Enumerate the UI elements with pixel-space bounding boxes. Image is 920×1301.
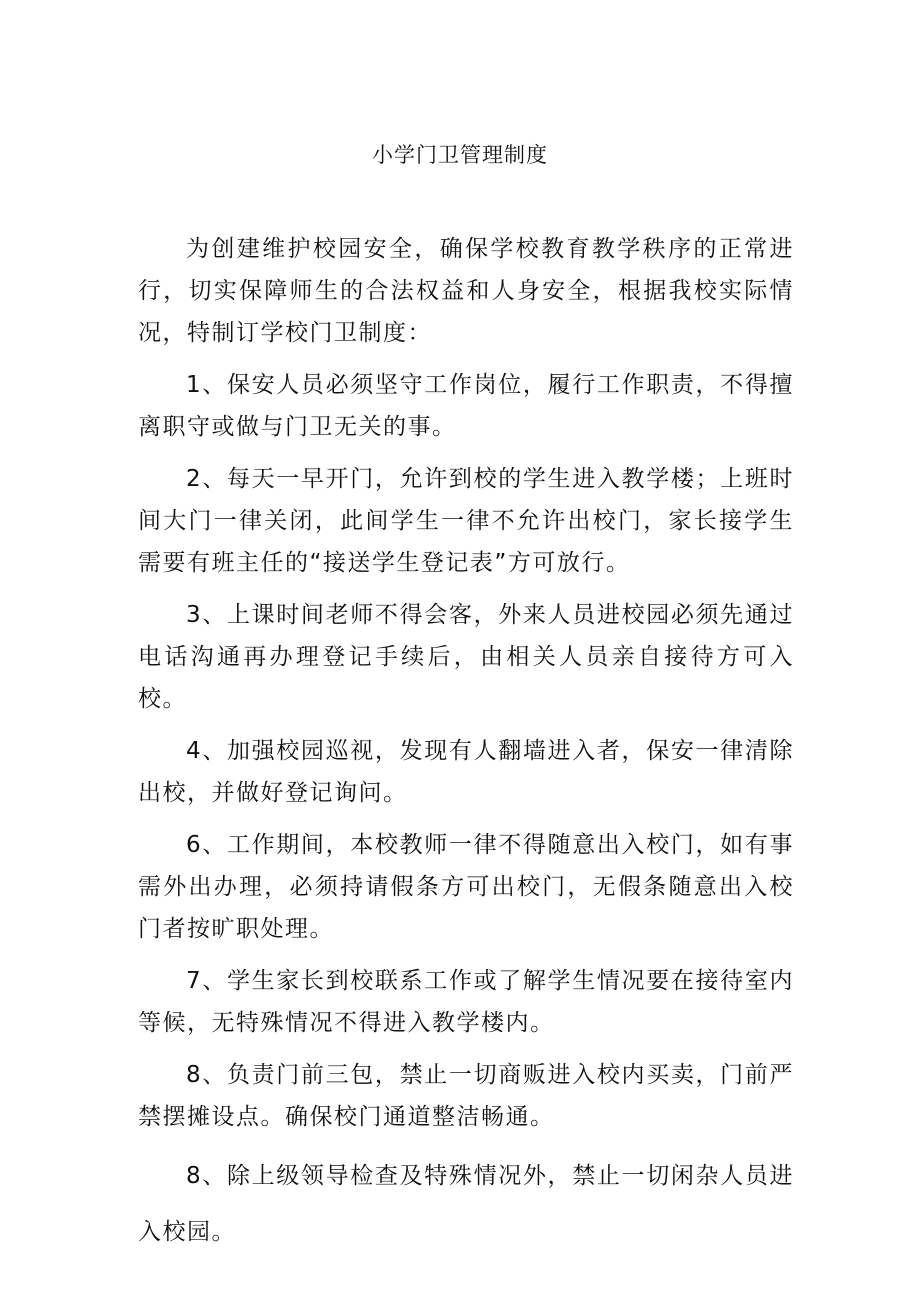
rule-paragraph-7: 7、学生家长到校联系工作或了解学生情况要在接待室内等候，无特殊情况不得进入教学楼内。: [138, 968, 794, 1036]
page-title: 小学门卫管理制度: [372, 143, 548, 167]
rule-paragraph-2: 2、每天一早开门，允许到校的学生进入教学楼；上班时间大门一律关闭，此间学生一律不允许出校门，家长接学生需要有班主任的“接送学生登记表”方可放行。: [138, 466, 794, 576]
rule-paragraph-3: 3、上课时间老师不得会客，外来人员进校园必须先通过电话沟通再办理登记手续后，由相关人员亲自接待方可入校。: [138, 602, 794, 712]
rule-paragraph-1: 1、保安人员必须坚守工作岗位，履行工作职责，不得擅离职守或做与门卫无关的事。: [138, 372, 794, 440]
rule-paragraph-6: 6、工作期间，本校教师一律不得随意出入校门，如有事需外出办理，必须持请假条方可出校门，无假条随意出入校门者按旷职处理。: [138, 832, 794, 942]
rule-paragraph-8b: 8、除上级领导检查及特殊情况外，禁止一切闲杂人员进入校园。: [138, 1163, 794, 1245]
intro-paragraph: 为创建维护校园安全，确保学校教育教学秩序的正常进行，切实保障师生的合法权益和人身安全，根据我校实际情况，特制订学校门卫制度：: [138, 236, 794, 346]
rule-paragraph-4: 4、加强校园巡视，发现有人翻墙进入者，保安一律清除出校，并做好登记询问。: [138, 738, 794, 806]
document-body: [138, 228, 794, 1270]
rule-paragraph-8a: 8、负责门前三包，禁止一切商贩进入校内买卖，门前严禁摆摊设点。确保校门通道整洁畅通。: [138, 1062, 794, 1130]
